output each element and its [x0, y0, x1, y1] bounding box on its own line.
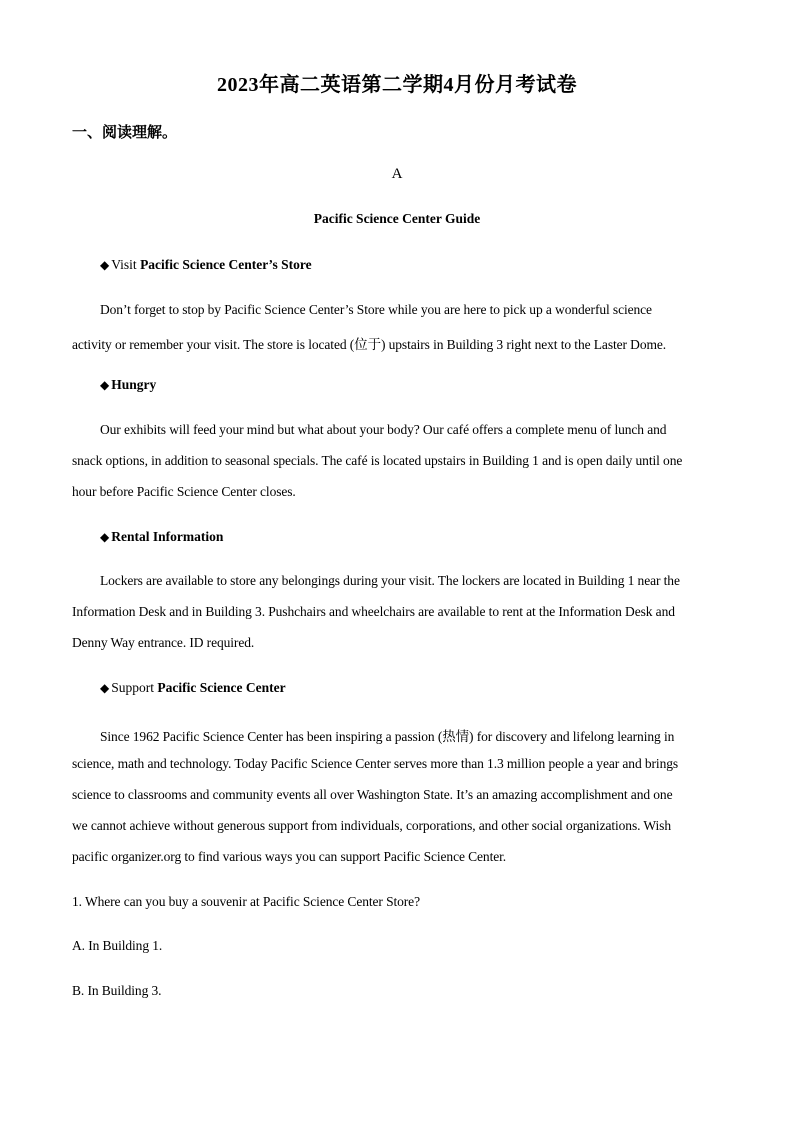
diamond-bullet-icon: ◆ — [100, 378, 110, 392]
section-heading-bold: Pacific Science Center’s Store — [140, 257, 312, 272]
page-title: 2023年高二英语第二学期4月份月考试卷 — [217, 74, 577, 96]
section-heading-prefix: Visit — [111, 257, 141, 272]
paragraph-line: snack options, in addition to seasonal specials. The café is located upstairs in Building 1 and is open daily until one — [72, 453, 683, 468]
diamond-bullet-icon: ◆ — [100, 258, 110, 272]
diamond-bullet-icon: ◆ — [100, 681, 110, 695]
paragraph-line: Since 1962 Pacific Science Center has been inspiring a passion (热情) for discovery and lifelong learning in — [100, 729, 675, 744]
answer-option-a: A. In Building 1. — [72, 938, 163, 953]
question-stem: 1. Where can you buy a souvenir at Pacific Science Center Store? — [72, 894, 420, 909]
paragraph-line: science, math and technology. Today Pacific Science Center serves more than 1.3 million people a year and brings — [72, 756, 679, 771]
paragraph-line: Information Desk and in Building 3. Pushchairs and wheelchairs are available to rent at the Information Desk and — [72, 604, 675, 619]
paragraph-line: pacific organizer.org to find various ways you can support Pacific Science Center. — [72, 849, 507, 864]
answer-option-b: B. In Building 3. — [72, 983, 162, 998]
passage-letter: A — [391, 166, 403, 182]
section-heading-bold: Hungry — [111, 377, 157, 392]
section-heading-rental — [100, 529, 223, 545]
diamond-bullet-icon: ◆ — [100, 530, 110, 544]
section-heading-hungry — [100, 377, 156, 393]
paragraph-line: Denny Way entrance. ID required. — [72, 635, 255, 650]
paragraph-line: Don’t forget to stop by Pacific Science Center’s Store while you are here to pick up a wonderful science — [100, 302, 652, 317]
section-heading: 一、阅读理解。 — [72, 125, 178, 141]
section-heading-store — [100, 257, 312, 273]
passage-title: Pacific Science Center Guide — [313, 211, 481, 226]
paragraph-line: Lockers are available to store any belongings during your visit. The lockers are located in Building 1 near the — [100, 573, 680, 588]
paragraph-line: we cannot achieve without generous support from individuals, corporations, and other social organizations. Wish — [72, 818, 671, 833]
section-heading-bold: Pacific Science Center — [157, 680, 286, 695]
paragraph-line: science to classrooms and community events all over Washington State. It’s an amazing accomplishment and one — [72, 787, 673, 802]
paragraph-line: Our exhibits will feed your mind but what about your body? Our café offers a complete menu of lunch and — [100, 422, 667, 437]
section-heading-support — [100, 680, 286, 696]
paragraph-line: activity or remember your visit. The store is located (位于) upstairs in Building 3 right next to the Laster Dome. — [72, 337, 667, 352]
paragraph-line: hour before Pacific Science Center closes. — [72, 484, 296, 499]
section-heading-prefix: Support — [111, 680, 158, 695]
section-heading-bold: Rental Information — [111, 529, 224, 544]
